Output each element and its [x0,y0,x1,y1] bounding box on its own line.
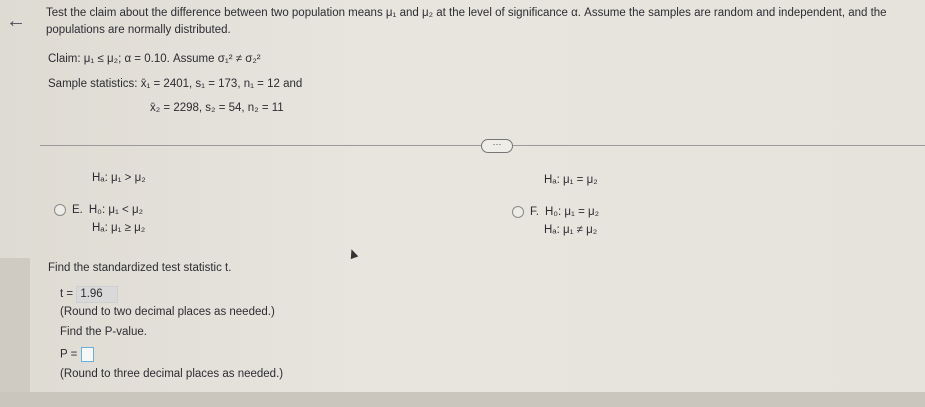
p-value-answer [60,347,94,362]
option-e-radio[interactable] [54,204,66,216]
p-value-prompt: Find the P-value. [60,326,147,338]
test-statistic-label: t = [60,288,74,300]
bottom-band [0,392,925,407]
more-button[interactable]: ··· [481,139,513,153]
option-e-h0: H₀: μ₁ < μ₂ [88,204,144,216]
option-partial-left-ha: Hₐ: μ₁ > μ₂ [92,172,146,184]
test-statistic-prompt: Find the standardized test statistic t. [48,262,232,274]
question-line-1: Test the claim about the difference between two population means μ₁ and μ₂ at the level of significance α. Assume the samples are random and independent, and the [46,7,887,19]
option-f-radio[interactable] [512,206,524,218]
test-statistic-note: (Round to two decimal places as needed.) [60,306,275,318]
test-statistic-answer [60,286,118,303]
question-text [46,5,887,39]
option-e-letter: E. [72,204,83,216]
p-value-input[interactable] [81,347,94,362]
option-f-ha: Hₐ: μ₁ ≠ μ₂ [544,224,598,236]
option-e[interactable] [54,204,143,216]
question-line-2: populations are normally distributed. [46,24,231,36]
test-statistic-input[interactable]: 1.96 [76,286,118,303]
back-arrow-icon[interactable]: ← [6,10,26,32]
option-e-ha: Hₐ: μ₁ ≥ μ₂ [92,222,146,234]
left-margin-band [0,258,30,392]
p-value-note: (Round to three decimal places as needed.) [60,368,284,380]
sample-statistics-label: Sample statistics: [48,78,138,90]
option-f-h0: H₀: μ₁ = μ₂ [544,206,600,218]
sample-statistics-row-1 [48,78,302,90]
claim-text: Claim: μ₁ ≤ μ₂; α = 0.10. Assume σ₁² ≠ σ₂² [48,53,261,65]
sample-1-stats: x̄₁ = 2401, s₁ = 173, n₁ = 12 and [140,78,303,90]
p-value-label: P = [60,348,78,361]
option-partial-right-ha: Hₐ: μ₁ = μ₂ [544,174,598,186]
mouse-cursor-icon [348,248,359,259]
option-f[interactable] [512,206,599,218]
sample-2-stats: x̄₂ = 2298, s₂ = 54, n₂ = 11 [150,102,284,114]
option-f-letter: F. [530,206,539,218]
